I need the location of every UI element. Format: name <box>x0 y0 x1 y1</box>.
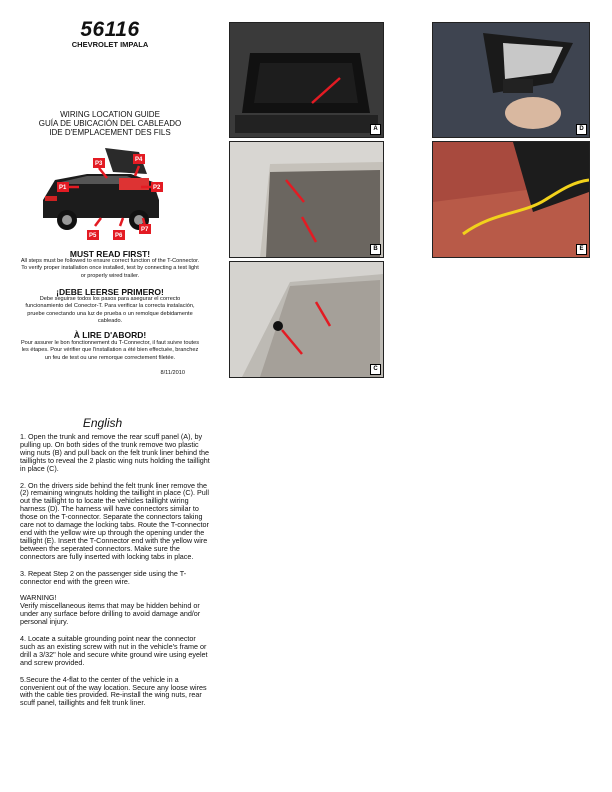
callout-p2: P2 <box>153 185 161 191</box>
english-instructions <box>20 433 210 716</box>
step-5: 5.Secure the 4-flat to the center of the vehicle in a convenient out of the way location. Secure any loose wires with the cable ties provided. Re-install the wing nuts, rear scuff panel, taillights and felt trunk liner. <box>20 674 207 708</box>
photo-d-harness <box>432 22 590 138</box>
warning: WARNING! Verify miscellaneous items that may be hidden behind or under any surface before drilling to avoid damage and/or personal injury. <box>20 593 201 627</box>
spanish-body: Debe seguirse todos los pasos para asegurar el correcto funcionamiento del Conector-T. Para verificar la correcta instalación, pruebe conectando una luz de prueba o un remolque debidamente cableado. <box>25 296 195 325</box>
must-read-body: All steps must be followed to ensure correct function of the T-Connector. To verify proper installation once installed, test by connecting a test light or properly wired trailer. <box>20 258 200 279</box>
english-heading: English <box>82 416 123 430</box>
callout-p3: P3 <box>95 161 103 167</box>
photo-a-trunk <box>229 22 384 138</box>
vehicle-name: CHEVROLET IMPALA <box>71 40 149 49</box>
callout-p5: P5 <box>89 233 97 239</box>
must-read-title: MUST READ FIRST! <box>69 249 151 259</box>
photo-b-liner <box>229 141 384 258</box>
callout-p4: P4 <box>135 157 143 163</box>
step-2: 2. On the drivers side behind the felt trunk liner remove the (2) remaining wingnuts holding the taillight in place (C). Pull out the taillight to to locate the vehicles taillight wiring harness (D). The harness will have connectors similar to those on the T-connector. Separate the connectors taking care not to damage the locking tabs. Route the T-connector end with the yellow wire up through the opening under the taillight (E). Insert the T-Connector end with the yellow wire between the seperated connectors. Make sure the connectors are fully inserted with locking tabs in place. <box>20 480 209 561</box>
photo-c-wing-nuts <box>229 261 384 378</box>
callout-p6: P6 <box>115 233 123 239</box>
callout-p1: P1 <box>59 185 67 191</box>
photo-label-d: D <box>576 124 587 135</box>
step-3: 3. Repeat Step 2 on the passenger side using the T-connector end with the green wire. <box>20 568 187 586</box>
step-1: 1. Open the trunk and remove the rear scuff panel (A), by pulling up. On both sides of the trunk remove two plastic wing nuts (B) and pull back on the felt trunk liner behind the taillights to reveal the 2 plastic wing nuts holding the taillight in place (C). <box>20 432 210 473</box>
spanish-title: ¡DEBE LEERSE PRIMERO! <box>56 287 164 297</box>
car-wiring-diagram <box>35 138 165 242</box>
photo-label-a: A <box>370 124 381 135</box>
callout-p7: P7 <box>141 227 149 233</box>
photo-e-taillight-opening <box>432 141 590 258</box>
document-date: 8/11/2010 <box>160 370 185 376</box>
french-title: À LIRE D'ABORD! <box>73 330 147 340</box>
part-number: 56116 <box>80 18 140 41</box>
photo-label-e: E <box>576 244 587 255</box>
photo-label-b: B <box>370 244 381 255</box>
wiring-guide-title: WIRING LOCATION GUIDE GUÍA DE UBICACIÓN DEL CABLEADO IDE D'EMPLACEMENT DES FILS <box>38 110 182 137</box>
french-body: Pour assurer le bon fonctionnement du T-Connector, il faut suivre toutes les étapes. Pour vérifier que l'installation a été bien effectuée, branchez un feu de test ou une remorque correctement filetée. <box>20 340 200 361</box>
photo-label-c: C <box>370 364 381 375</box>
step-4: 4. Locate a suitable grounding point near the connector such as an existing screw with nut in the vehicle's frame or drill a 3/32" hole and secure white ground wire using eyelet and screw provided. <box>20 634 208 667</box>
